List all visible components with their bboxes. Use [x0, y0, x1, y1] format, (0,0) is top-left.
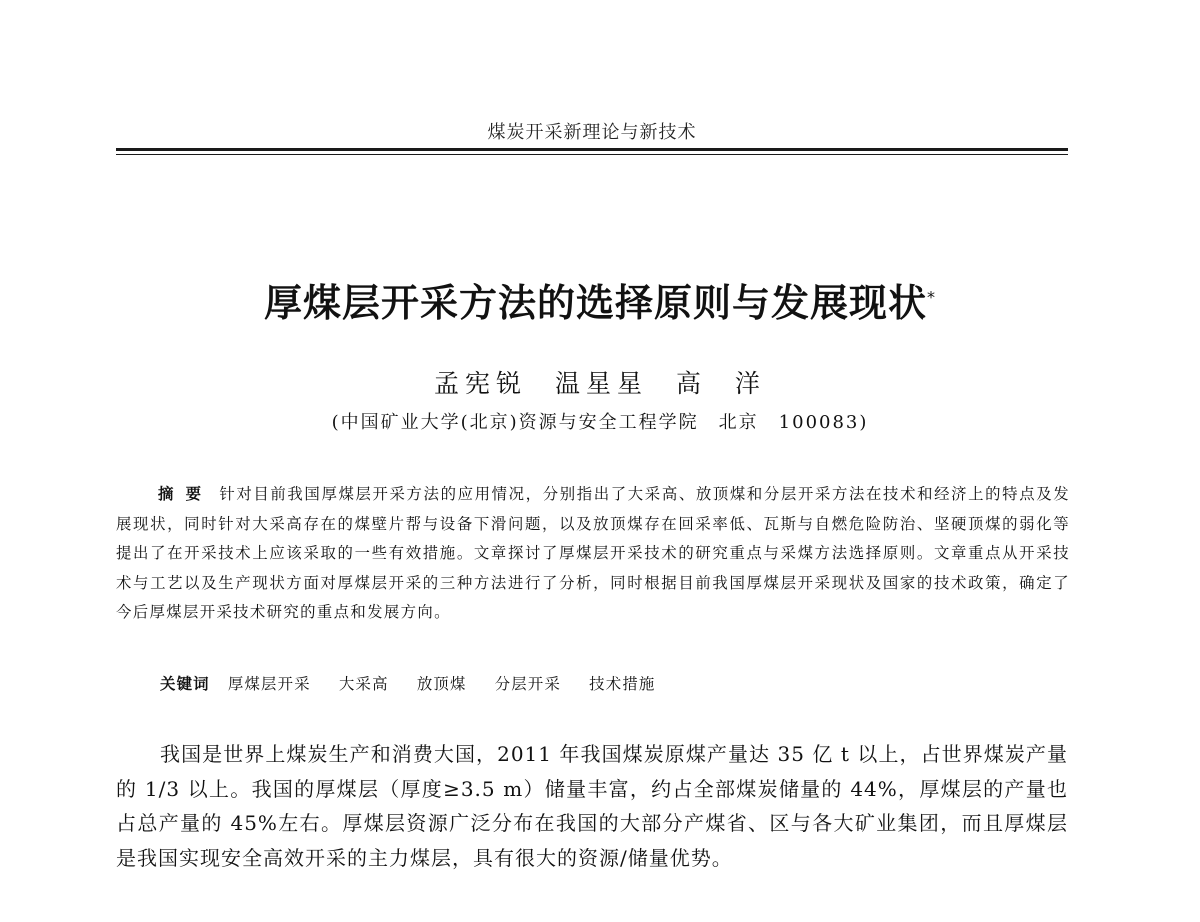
author: 孟宪锐: [434, 369, 528, 398]
header-rule-thin: [116, 154, 1068, 155]
title-footnote-mark: *: [927, 287, 936, 307]
keyword: 分层开采: [494, 675, 562, 693]
affiliation: (中国矿业大学(北京)资源与安全工程学院 北京 100083): [331, 412, 869, 433]
header-rule: [116, 148, 1068, 151]
paper-title-text: 厚煤层开采方法的选择原则与发展现状: [263, 281, 927, 325]
running-head: 煤炭开采新理论与新技术: [487, 122, 697, 143]
author-list: [0, 364, 1200, 400]
keywords-label: 关键词: [160, 675, 210, 693]
keyword: 厚煤层开采: [227, 675, 311, 693]
abstract-label: 摘要: [158, 485, 214, 503]
keyword: 放顶煤: [416, 675, 467, 693]
paper-title: [0, 272, 1200, 327]
abstract: [116, 480, 1070, 628]
keywords: [160, 672, 1060, 694]
keyword: 技术措施: [589, 675, 656, 693]
keyword: 大采高: [338, 675, 389, 693]
abstract-text: 针对目前我国厚煤层开采方法的应用情况，分别指出了大采高、放顶煤和分层开采方法在技术和经济上的特点及发展现状，同时针对大采高存在的煤壁片帮与设备下滑问题，以及放顶煤存在回采率低、瓦斯与自燃危险防治、坚硬顶煤的弱化等提出了在开采技术上应该采取的一些有效措施。文章探讨了厚煤层开采技术的研究重点与采煤方法选择原则。文章重点从开采技术与工艺以及生产现状方面对厚煤层开采的三种方法进行了分析，同时根据目前我国厚煤层开采现状及国家的技术政策，确定了今后厚煤层开采技术研究的重点和发展方向。: [116, 485, 1070, 621]
author: 温星星: [555, 369, 649, 398]
author: 高 洋: [675, 369, 766, 398]
body-paragraph: 我国是世界上煤炭生产和消费大国，2011 年我国煤炭原煤产量达 35 亿 t 以上，占世界煤炭产量的 1/3 以上。我国的厚煤层（厚度≥3.5 m）储量丰富，约占全部煤炭储量的 44%，厚煤层的产量也占总产量的 45%左右。厚煤层资源广泛分布在我国的大部分产煤省、区与各大矿业集团，而且厚煤层是我国实现安全高效开采的主力煤层，具有很大的资源/储量优势。: [116, 742, 1068, 870]
